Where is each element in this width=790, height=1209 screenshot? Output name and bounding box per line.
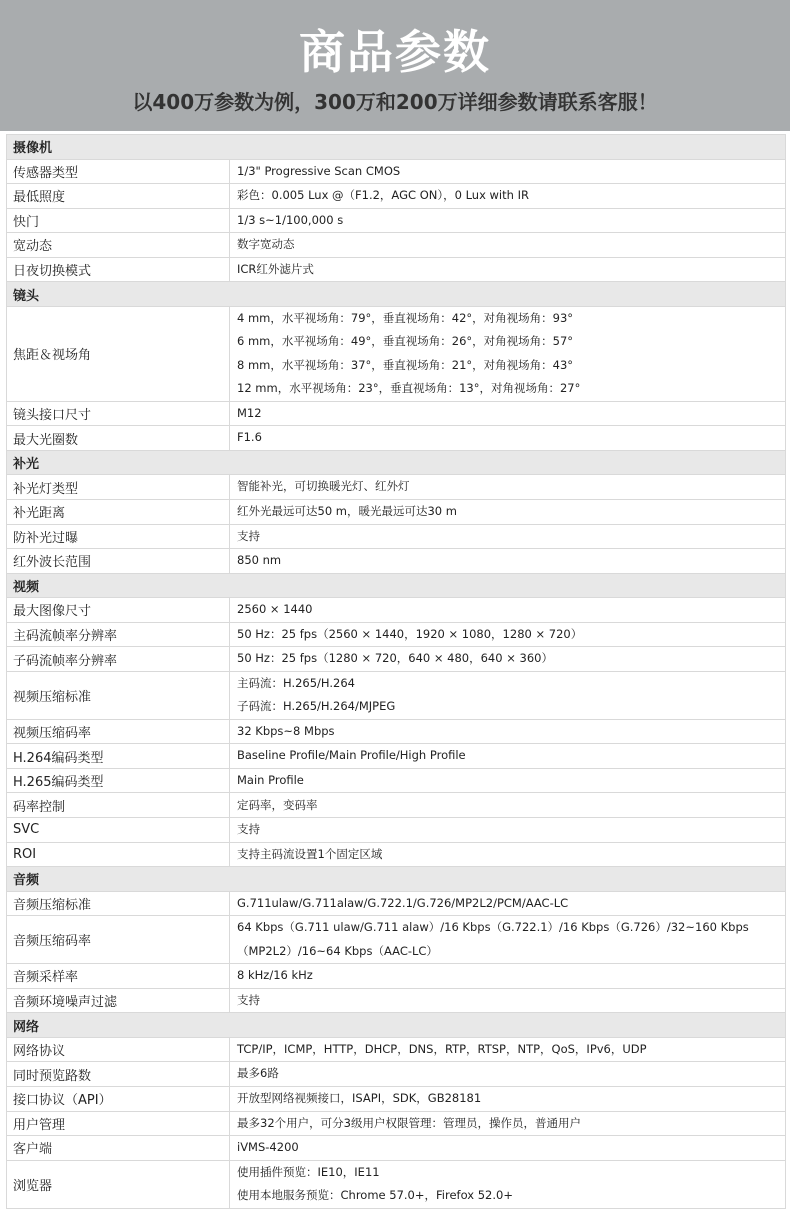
spec-row: [7, 1086, 786, 1111]
page-header: [0, 0, 790, 131]
spec-label: 视频压缩标准: [7, 671, 230, 719]
spec-label: ROI: [7, 842, 230, 867]
spec-value-line: TCP/IP，ICMP，HTTP，DHCP，DNS，RTP，RTSP，NTP，QoS，IPv6，UDP: [237, 1041, 647, 1056]
spec-label: 客户端: [7, 1136, 230, 1161]
spec-value: [230, 233, 786, 258]
spec-row: [7, 184, 786, 209]
spec-row: [7, 524, 786, 549]
spec-row: [7, 793, 786, 818]
spec-label: 码率控制: [7, 793, 230, 818]
spec-value-line: F1.6: [237, 430, 262, 445]
spec-label: 镜头接口尺寸: [7, 401, 230, 426]
spec-value: [230, 1037, 786, 1062]
spec-value: [230, 208, 786, 233]
spec-value: [230, 988, 786, 1013]
spec-table: [6, 134, 786, 1209]
spec-label: 浏览器: [7, 1160, 230, 1208]
spec-value-line: 2560 × 1440: [237, 602, 313, 617]
spec-value: [230, 475, 786, 500]
spec-table-container: [6, 134, 785, 1209]
page-title: 商品参数: [299, 25, 491, 79]
section-title: 镜头: [7, 282, 786, 307]
spec-label: 子码流帧率分辨率: [7, 647, 230, 672]
section-title: 音频: [7, 867, 786, 892]
spec-value: [230, 622, 786, 647]
spec-value-line: 彩色：0.005 Lux @（F1.2，AGC ON），0 Lux with IR: [237, 188, 529, 203]
spec-value: [230, 1062, 786, 1087]
spec-row: [7, 768, 786, 793]
spec-label: H.265编码类型: [7, 768, 230, 793]
spec-value: [230, 1136, 786, 1161]
spec-table-body: [7, 135, 786, 1209]
section-header-row: [7, 450, 786, 475]
spec-row: [7, 598, 786, 623]
spec-label: 视频压缩码率: [7, 719, 230, 744]
spec-value-line: 1/3" Progressive Scan CMOS: [237, 163, 401, 178]
spec-row: [7, 1037, 786, 1062]
spec-label: 音频采样率: [7, 964, 230, 989]
spec-value-line: 32 Kbps~8 Mbps: [237, 723, 335, 738]
spec-value: [230, 891, 786, 916]
spec-label: 音频环境噪声过滤: [7, 988, 230, 1013]
spec-value-line: 50 Hz：25 fps（1280 × 720，640 × 480，640 × 360）: [237, 651, 553, 666]
spec-value: [230, 964, 786, 989]
spec-value-line: 智能补光，可切换暖光灯、红外灯: [237, 479, 410, 494]
spec-value-line: 使用插件预览：IE10，IE11: [237, 1164, 380, 1179]
section-title: 补光: [7, 450, 786, 475]
spec-value: [230, 598, 786, 623]
spec-row: [7, 549, 786, 574]
spec-value-line: 定码率，变码率: [237, 797, 318, 812]
spec-row: [7, 988, 786, 1013]
spec-row: [7, 1111, 786, 1136]
spec-value-line: 子码流：H.265/H.264/MJPEG: [237, 699, 396, 714]
spec-row: [7, 671, 786, 719]
spec-value: [230, 500, 786, 525]
spec-value-line: （MP2L2）/16~64 Kbps（AAC-LC）: [237, 943, 438, 958]
spec-label: 宽动态: [7, 233, 230, 258]
spec-value-line: 64 Kbps（G.711 ulaw/G.711 alaw）/16 Kbps（G.722.1）/16 Kbps（G.726）/32~160 Kbps: [237, 920, 749, 935]
spec-value: [230, 793, 786, 818]
spec-value-line: 8 mm，水平视场角：37°，垂直视场角：21°，对角视场角：43°: [237, 357, 574, 372]
spec-value-line: 支持主码流设置1个固定区域: [237, 846, 383, 861]
spec-row: [7, 208, 786, 233]
spec-row: [7, 426, 786, 451]
spec-label: SVC: [7, 818, 230, 843]
spec-label: 补光距离: [7, 500, 230, 525]
spec-label: 用户管理: [7, 1111, 230, 1136]
spec-row: [7, 500, 786, 525]
spec-value-line: Baseline Profile/Main Profile/High Profile: [237, 748, 466, 763]
spec-value-line: 数字宽动态: [237, 237, 295, 252]
spec-value-line: 8 kHz/16 kHz: [237, 968, 313, 983]
spec-value: [230, 1160, 786, 1208]
spec-value-line: 主码流：H.265/H.264: [237, 675, 355, 690]
spec-row: [7, 719, 786, 744]
spec-row: [7, 257, 786, 282]
spec-row: [7, 306, 786, 401]
spec-label: 音频压缩标准: [7, 891, 230, 916]
spec-row: [7, 744, 786, 769]
section-header-row: [7, 573, 786, 598]
spec-label: 焦距＆视场角: [7, 306, 230, 401]
spec-label: 主码流帧率分辨率: [7, 622, 230, 647]
spec-value-line: 支持: [237, 992, 260, 1007]
spec-row: [7, 1062, 786, 1087]
spec-label: 传感器类型: [7, 159, 230, 184]
spec-value: [230, 524, 786, 549]
section-title: 网络: [7, 1013, 786, 1038]
spec-value: [230, 842, 786, 867]
spec-row: [7, 964, 786, 989]
spec-value: [230, 401, 786, 426]
spec-label: 音频压缩码率: [7, 916, 230, 964]
spec-label: 红外波长范围: [7, 549, 230, 574]
spec-row: [7, 916, 786, 964]
spec-value-line: 4 mm，水平视场角：79°，垂直视场角：42°，对角视场角：93°: [237, 310, 574, 325]
spec-value-line: Main Profile: [237, 772, 304, 787]
spec-value: [230, 916, 786, 964]
spec-value-line: 12 mm，水平视场角：23°，垂直视场角：13°，对角视场角：27°: [237, 381, 581, 396]
spec-value-line: M12: [237, 405, 262, 420]
section-header-row: [7, 282, 786, 307]
spec-value: [230, 1111, 786, 1136]
spec-value: [230, 306, 786, 401]
spec-value-line: 红外光最远可达50 m，暖光最远可达30 m: [237, 504, 457, 519]
spec-value: [230, 671, 786, 719]
spec-label: 网络协议: [7, 1037, 230, 1062]
spec-value-line: 最多6路: [237, 1066, 279, 1081]
spec-value-line: 50 Hz：25 fps（2560 × 1440，1920 × 1080，1280 × 720）: [237, 626, 583, 641]
spec-label: 补光灯类型: [7, 475, 230, 500]
spec-value: [230, 257, 786, 282]
spec-value: [230, 426, 786, 451]
spec-label: 最大图像尺寸: [7, 598, 230, 623]
spec-value-line: 支持: [237, 528, 260, 543]
spec-row: [7, 818, 786, 843]
spec-value-line: 6 mm，水平视场角：49°，垂直视场角：26°，对角视场角：57°: [237, 334, 574, 349]
spec-value-line: iVMS-4200: [237, 1140, 299, 1155]
spec-value-line: 支持: [237, 822, 260, 837]
spec-row: [7, 159, 786, 184]
spec-value: [230, 768, 786, 793]
spec-value-line: 最多32个用户，可分3级用户权限管理：管理员，操作员，普通用户: [237, 1115, 581, 1130]
spec-label: 最低照度: [7, 184, 230, 209]
spec-row: [7, 475, 786, 500]
spec-label: 防补光过曝: [7, 524, 230, 549]
page-subtitle: 以400万参数为例，300万和200万详细参数请联系客服！: [132, 90, 658, 114]
spec-value-line: ICR红外滤片式: [237, 261, 314, 276]
spec-row: [7, 1160, 786, 1208]
spec-value-line: 850 nm: [237, 553, 282, 568]
spec-row: [7, 401, 786, 426]
spec-label: H.264编码类型: [7, 744, 230, 769]
spec-row: [7, 647, 786, 672]
spec-value-line: 使用本地服务预览：Chrome 57.0+，Firefox 52.0+: [237, 1188, 513, 1203]
spec-value: [230, 744, 786, 769]
spec-value: [230, 184, 786, 209]
spec-row: [7, 891, 786, 916]
spec-label: 快门: [7, 208, 230, 233]
spec-label: 同时预览路数: [7, 1062, 230, 1087]
section-header-row: [7, 1013, 786, 1038]
section-title: 摄像机: [7, 135, 786, 160]
section-header-row: [7, 135, 786, 160]
spec-value-line: G.711ulaw/G.711alaw/G.722.1/G.726/MP2L2/PCM/AAC-LC: [237, 895, 569, 910]
spec-value: [230, 647, 786, 672]
spec-value-line: 开放型网络视频接口，ISAPI，SDK，GB28181: [237, 1090, 482, 1105]
section-header-row: [7, 867, 786, 892]
spec-value: [230, 159, 786, 184]
spec-value-line: 1/3 s~1/100,000 s: [237, 212, 344, 227]
spec-label: 接口协议（API）: [7, 1086, 230, 1111]
spec-label: 日夜切换模式: [7, 257, 230, 282]
spec-row: [7, 842, 786, 867]
spec-value: [230, 719, 786, 744]
spec-value: [230, 549, 786, 574]
section-title: 视频: [7, 573, 786, 598]
spec-value: [230, 1086, 786, 1111]
spec-row: [7, 233, 786, 258]
spec-row: [7, 1136, 786, 1161]
spec-value: [230, 818, 786, 843]
spec-row: [7, 622, 786, 647]
spec-label: 最大光圈数: [7, 426, 230, 451]
